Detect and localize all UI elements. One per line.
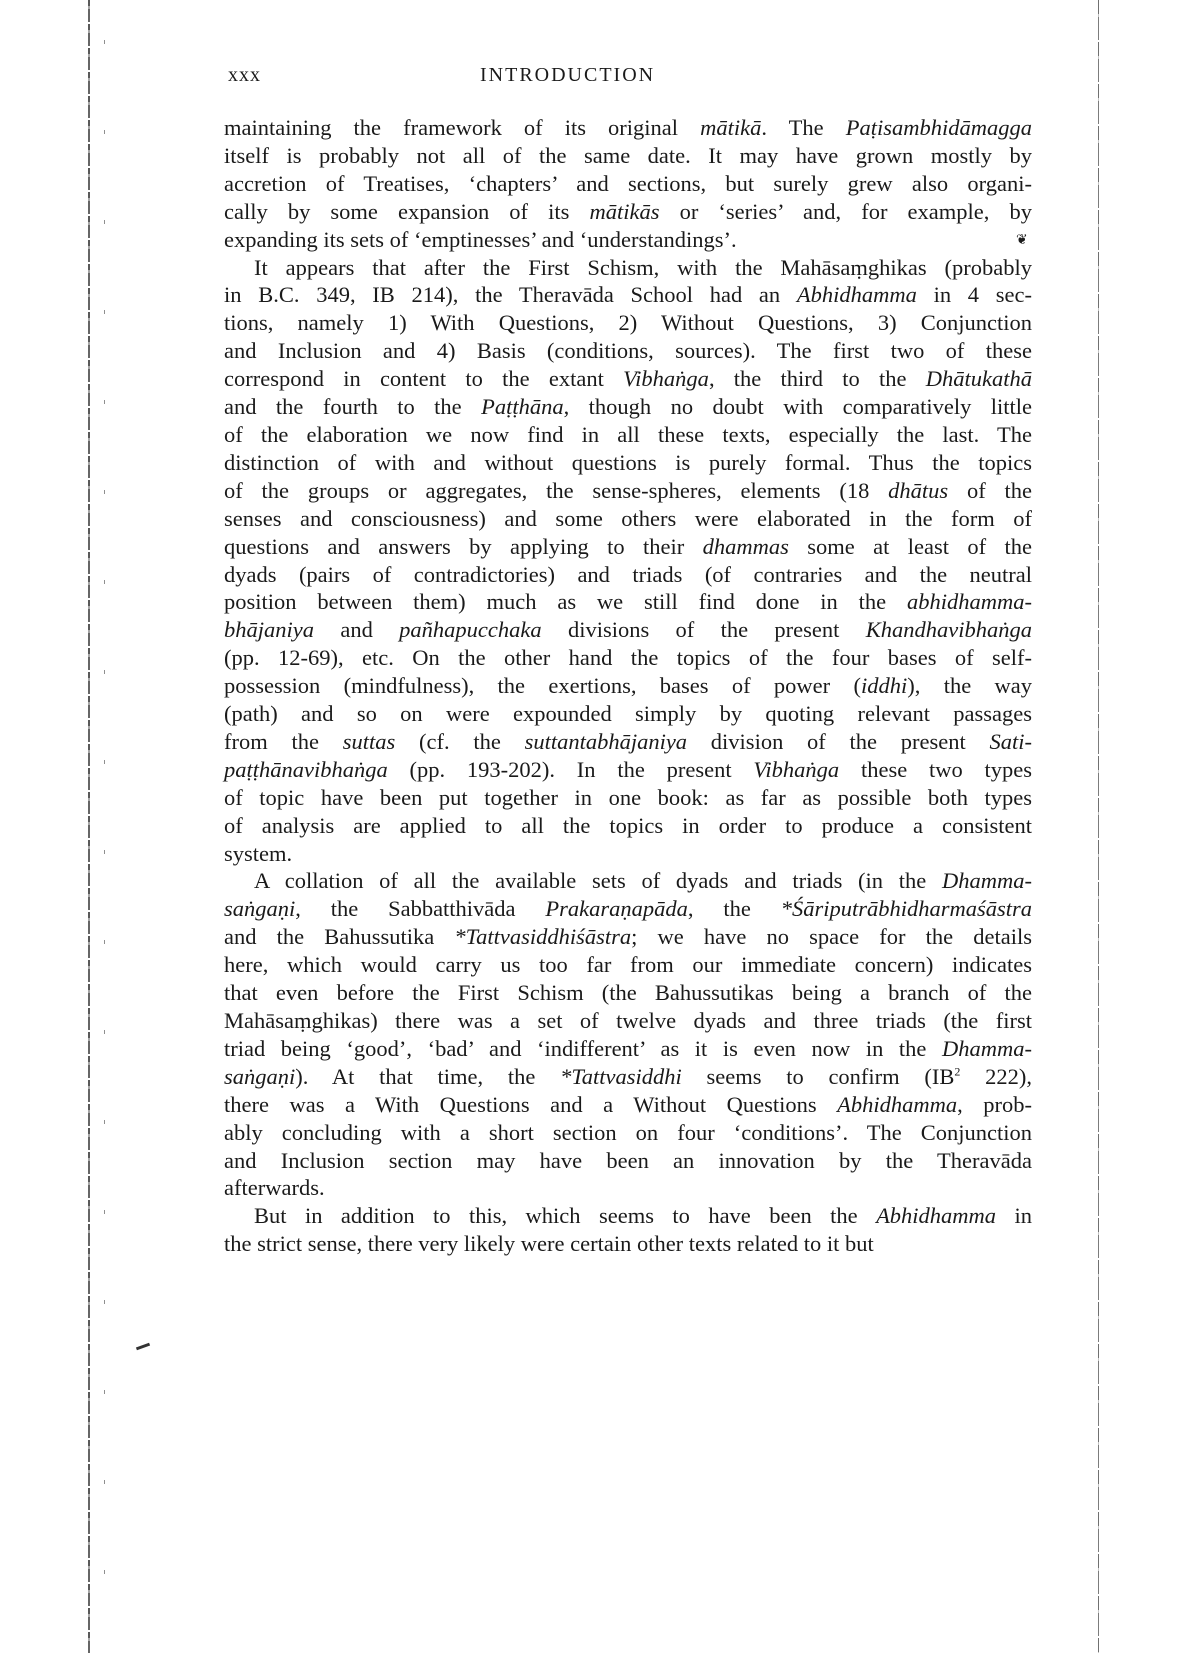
text-line: position between them) much as we still find done in the abhidhamma- [224,589,1032,615]
text-line: and Inclusion section may have been an innovation by the Theravāda [224,1147,1032,1173]
text-line: distinction of with and without questions is purely formal. Thus the topics [224,449,1032,475]
text-line: saṅgaṇi, the Sabbatthivāda Prakaraṇapāda, the *Śāriputrābhidharmaśāstra [224,896,1032,922]
text-line: A collation of all the available sets of dyads and triads (in the Dhamma- [254,868,1032,894]
text-line: from the suttas (cf. the suttantabhājaniya division of the present Sati- [224,728,1032,754]
text-line: correspond in content to the extant Vibhaṅga, the third to the Dhātukathā [224,366,1032,392]
scan-margin-right-edge [1098,0,1099,1653]
text-line: of topic have been put together in one book: as far as possible both types [224,784,1032,810]
printer-ornament-mark: ❦ [1016,233,1028,248]
text-line: cally by some expansion of its mātikās or ‘series’ and, for example, by [224,198,1032,224]
text-line: (pp. 12-69), etc. On the other hand the topics of the four bases of self- [224,645,1032,671]
text-line: and Inclusion and 4) Basis (conditions, sources). The first two of these [224,338,1032,364]
text-line: dyads (pairs of contradictories) and triads (of contraries and the neutral [224,561,1032,587]
running-title: INTRODUCTION [480,64,656,86]
paragraph [224,1202,1032,1258]
text-line: triad being ‘good’, ‘bad’ and ‘indifferent’ as it is even now in the Dhamma- [224,1035,1032,1061]
text-line: (path) and so on were expounded simply by quoting relevant passages [224,701,1032,727]
text-line: there was a With Questions and a Without Questions Abhidhamma, prob- [224,1091,1032,1117]
text-line: ably concluding with a short section on four ‘conditions’. The Conjunction [224,1119,1032,1145]
body-text [224,114,1032,1258]
paragraph [224,114,1032,254]
text-line: of analysis are applied to all the topics in order to produce a consistent [224,812,1032,838]
text-line: system. [224,840,293,866]
text-line: of the groups or aggregates, the sense-spheres, elements (18 dhātus of the [224,477,1032,503]
text-line: of the elaboration we now find in all these texts, especially the last. The [224,421,1032,447]
text-line: questions and answers by applying to their dhammas some at least of the [224,533,1032,559]
text-line: itself is probably not all of the same date. It may have grown mostly by [224,142,1032,168]
text-line: that even before the First Schism (the Bahussutikas being a branch of the [224,980,1032,1006]
paragraph [224,867,1032,1202]
text-line: paṭṭhānavibhaṅga (pp. 193-202). In the present Vibhaṅga these two types [224,756,1032,782]
text-line: possession (mindfulness), the exertions, bases of power (iddhi), the way [224,673,1033,699]
pencil-mark [136,1343,150,1351]
text-line: tions, namely 1) With Questions, 2) Without Questions, 3) Conjunction [224,310,1032,336]
text-line: bhājaniya and pañhapucchaka divisions of the present Khandhavibhaṅga [224,617,1032,643]
text-line: But in addition to this, which seems to have been the Abhidhamma in [254,1203,1032,1229]
text-line: It appears that after the First Schism, with the Mahāsaṃghikas (probably [254,254,1032,280]
text-line: maintaining the framework of its original mātikā. The Paṭisambhidāmagga [224,115,1032,140]
paragraph [224,254,1032,868]
text-line: afterwards. [224,1175,325,1201]
text-line: in B.C. 349, IB 214), the Theravāda School had an Abhidhamma in 4 sec- [224,282,1032,308]
text-line: accretion of Treatises, ‘chapters’ and sections, but surely grew also organi- [224,170,1032,196]
scan-margin-left-edge [88,0,90,1653]
text-line: and the fourth to the Paṭṭhāna, though no doubt with comparatively little [224,394,1032,420]
text-line: and the Bahussutika *Tattvasiddhiśāstra; we have no space for the details [224,924,1032,950]
text-line: saṅgaṇi). At that time, the *Tattvasiddhi seems to confirm ($IB^2$ 222), [224,1063,1032,1089]
text-line: expanding its sets of ‘emptinesses’ and ‘understandings’. [224,226,737,252]
text-line: senses and consciousness) and some others were elaborated in the form of [224,505,1032,531]
text-line: here, which would carry us too far from our immediate concern) indicates [224,952,1032,978]
text-line: Mahāsaṃghikas) there was a set of twelve dyads and three triads (the first [224,1008,1032,1033]
page-number: xxx [228,64,261,86]
running-head [228,64,1048,94]
scan-margin-left-marks [104,0,105,1653]
text-line: the strict sense, there very likely were certain other texts related to it but [224,1231,874,1257]
